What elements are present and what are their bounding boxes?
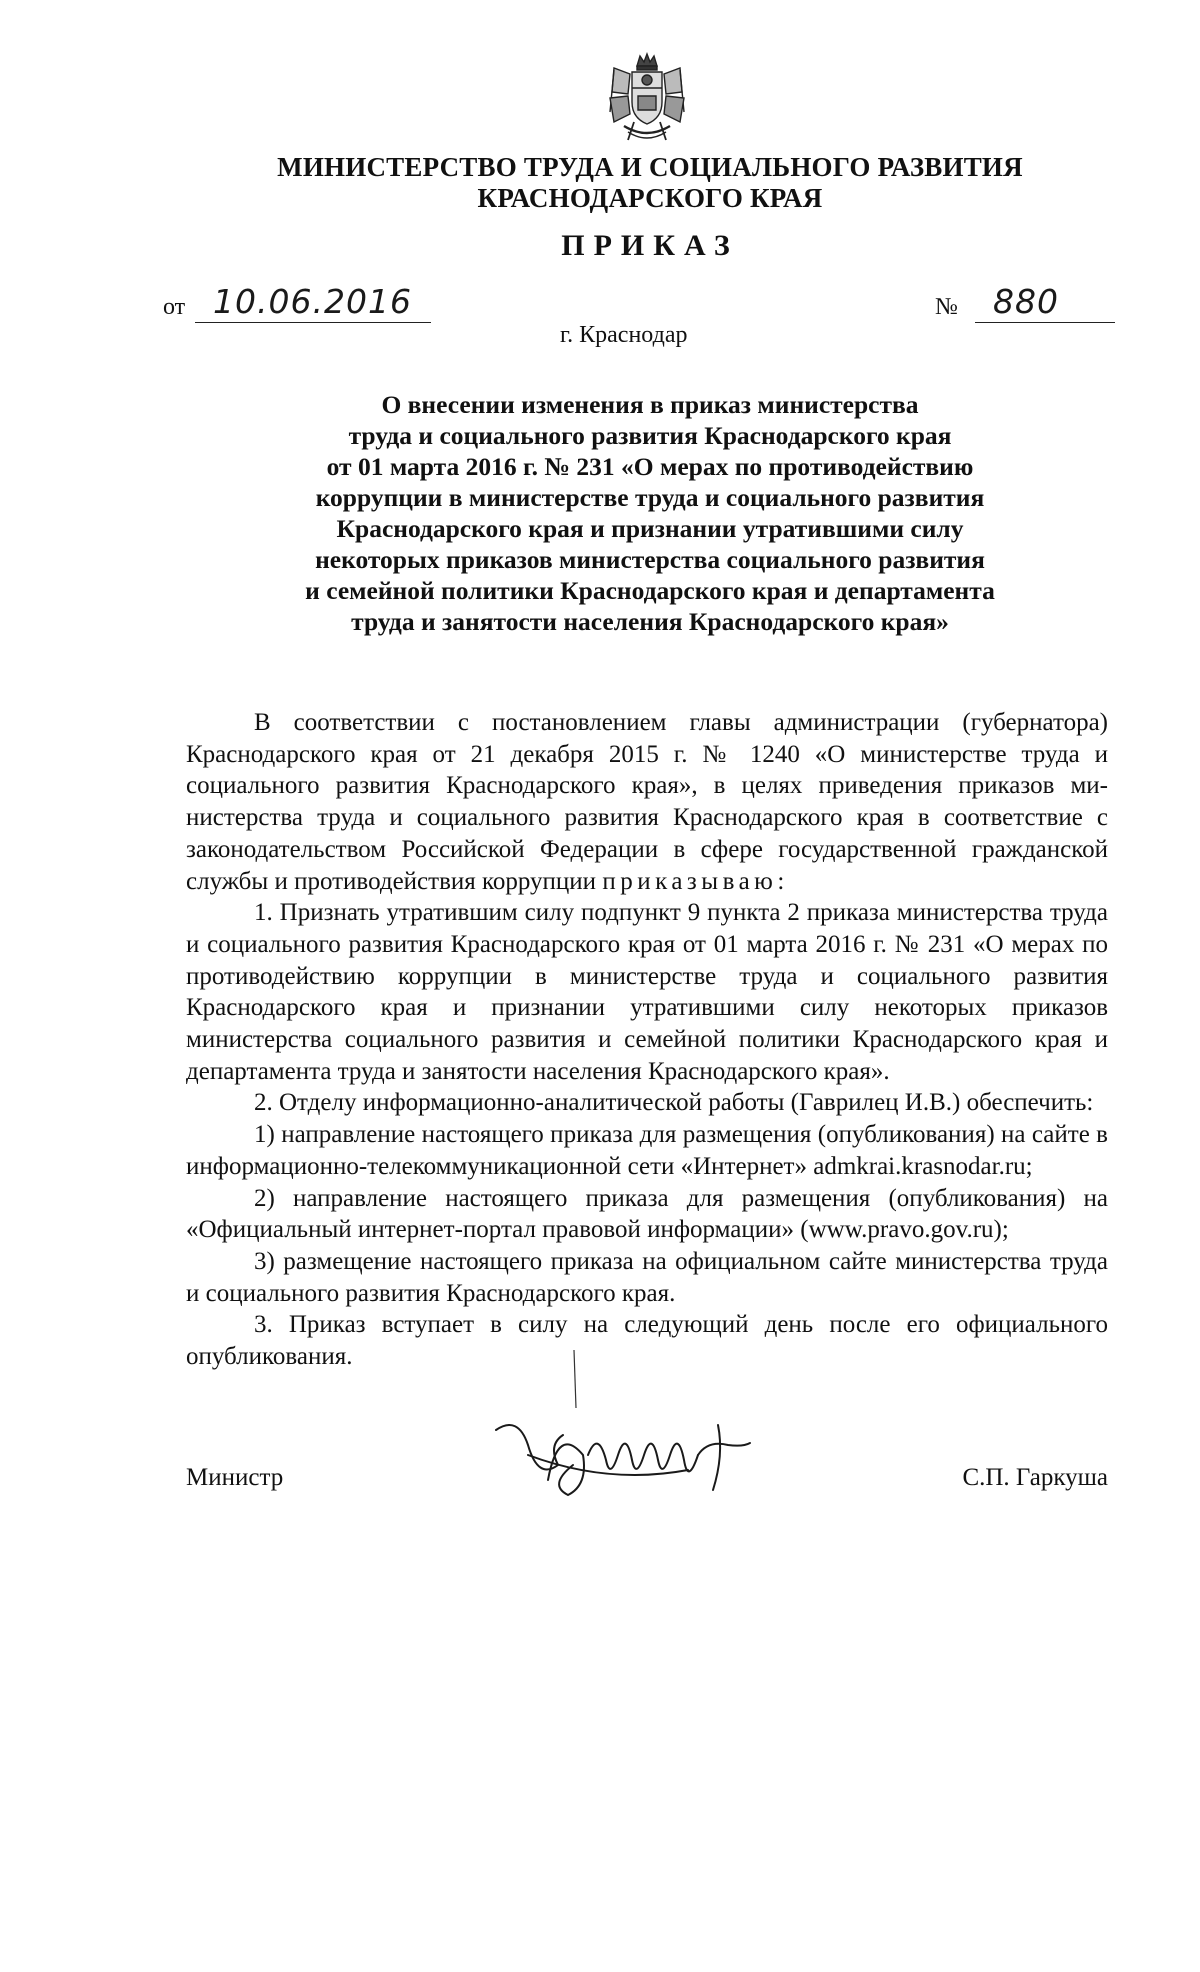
subject-line: от 01 марта 2016 г. № 231 «О мерах по противодействию xyxy=(326,452,974,481)
preamble-text: В соответствии с постановлением главы администрации (губернатора) Краснодарского края от 21 декабря 2015 г. № 1240 «О министерстве труда и социального развития Краснодарского края», в целях приведения приказов министерства труда и социального развития Краснодарского края в соответствие с законодательством Российской Федерации в сфере государственной гражданской службы и противодействия коррупции xyxy=(186,709,1108,895)
order-body xyxy=(186,707,1108,1373)
item-2-3-paragraph: 3) размещение настоящего приказа на официальном сайте министерства труда и социального развития Краснодарского края. xyxy=(186,1247,1108,1307)
number-handwritten: 880 xyxy=(993,282,1059,321)
date-handwritten: 10.06.2016 xyxy=(213,282,412,321)
signatory-name: С.П. Гаркуша xyxy=(962,1464,1108,1491)
date-prefix: от xyxy=(163,294,186,320)
order-date xyxy=(163,284,433,324)
order-subject xyxy=(250,389,1050,637)
order-title: ПРИКАЗ xyxy=(561,229,739,262)
order-number xyxy=(935,284,1115,324)
item-2-1-paragraph: 1) направление настоящего приказа для размещения (опубликования) на сайте в информационно-телекоммуникационной сети «Интернет» admkrai.krasnodar.ru; xyxy=(186,1121,1108,1180)
subject-line: Краснодарского края и признании утратившими силу xyxy=(336,514,964,543)
order-word: приказываю: xyxy=(602,867,789,895)
ministry-name-line2: КРАСНОДАРСКОГО КРАЯ xyxy=(477,183,823,213)
krasnodar-coat-of-arms-icon xyxy=(604,52,690,144)
signatory-title: Министр xyxy=(186,1464,284,1491)
item-2-2-paragraph: 2) направление настоящего приказа для размещения (опубликования) на «Официальный интернет-портал правовой информации» (www.pravo.gov.ru); xyxy=(186,1184,1108,1244)
subject-line: труда и занятости населения Краснодарского края» xyxy=(351,607,949,636)
item-2-paragraph: 2. Отделу информационно-аналитической работы (Гаврилец И.В.) обеспечить: xyxy=(254,1089,1094,1117)
number-underline xyxy=(975,322,1115,323)
date-underline xyxy=(195,322,431,323)
subject-line: О внесении изменения в приказ министерства xyxy=(381,390,919,419)
subject-line: коррупции в министерстве труда и социального развития xyxy=(315,483,985,512)
signature-block xyxy=(186,1464,1108,1504)
city-name: г. Краснодар xyxy=(560,322,688,348)
subject-line: некоторых приказов министерства социального развития xyxy=(315,545,985,574)
number-prefix: № xyxy=(935,294,958,320)
preamble-paragraph xyxy=(186,707,1108,897)
subject-line: и семейной политики Краснодарского края и департамента xyxy=(305,576,995,605)
item-3-paragraph: 3. Приказ вступает в силу на следующий день после его официального опубликования. xyxy=(186,1311,1108,1371)
ministry-name-line1: МИНИСТЕРСТВО ТРУДА И СОЦИАЛЬНОГО РАЗВИТИЯ xyxy=(277,152,1023,182)
item-1-paragraph: 1. Признать утратившим силу подпункт 9 пункта 2 приказа министерства труда и социального развития Краснодарского края от 01 марта 2016 г. № 231 «О мерах по противодействию коррупции в министерстве труда и социального развития Краснодарского края и признании утратившими силу некоторых приказов министерства социального развития и семейной политики Краснодарского края и департамента труда и занятости населения Краснодарского края». xyxy=(186,899,1108,1085)
subject-line: труда и социального развития Краснодарского края xyxy=(348,421,952,450)
